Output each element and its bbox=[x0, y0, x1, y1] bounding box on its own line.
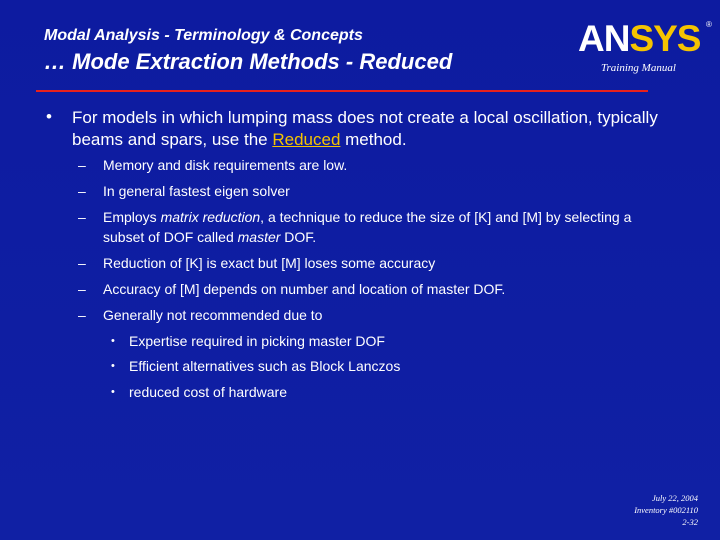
dash-icon: – bbox=[78, 281, 86, 297]
header-divider bbox=[36, 90, 648, 92]
text-part: , a technique to reduce the size of [K] and [M] by selecting a subset of DOF called bbox=[103, 209, 632, 245]
text-part: Employs bbox=[103, 209, 161, 225]
logo-text bbox=[578, 18, 701, 60]
ansys-logo bbox=[578, 18, 713, 60]
intro-text-before: For models in which lumping mass does not create a local oscillation, typically beams and spars, use the bbox=[72, 108, 658, 149]
footer-date: July 22, 2004 bbox=[651, 493, 698, 503]
reduced-link[interactable]: Reduced bbox=[272, 130, 341, 149]
dot-bullet-icon: • bbox=[111, 360, 115, 372]
dot-bullet-icon: • bbox=[111, 335, 115, 347]
dash-icon: – bbox=[78, 209, 86, 225]
footer-page-number: 2-32 bbox=[682, 517, 698, 527]
slide-title: … Mode Extraction Methods - Reduced bbox=[44, 49, 453, 74]
bullet-icon: • bbox=[46, 107, 52, 126]
sub-item-text bbox=[103, 207, 643, 247]
dash-icon: – bbox=[78, 307, 86, 323]
logo-sys: SYS bbox=[629, 18, 701, 59]
sub-item-text: Reduction of [K] is exact but [M] loses some accuracy bbox=[103, 255, 436, 271]
footer-inventory: Inventory #002110 bbox=[634, 505, 698, 515]
training-manual-label: Training Manual bbox=[601, 62, 676, 74]
dot-bullet-icon: • bbox=[111, 386, 115, 398]
sub-sub-item-text: Efficient alternatives such as Block Lanczos bbox=[129, 358, 401, 374]
emphasis-matrix-reduction: matrix reduction bbox=[160, 209, 261, 225]
sub-sub-item-text: Expertise required in picking master DOF bbox=[129, 333, 385, 349]
slide-subtitle: Modal Analysis - Terminology & Concepts bbox=[44, 27, 363, 44]
sub-sub-item-text: reduced cost of hardware bbox=[129, 384, 287, 400]
sub-item-text: Generally not recommended due to bbox=[103, 307, 323, 323]
dash-icon: – bbox=[78, 255, 86, 271]
dash-icon: – bbox=[78, 183, 86, 199]
text-part: DOF. bbox=[280, 229, 317, 245]
sub-item-text: Memory and disk requirements are low. bbox=[103, 157, 348, 173]
intro-bullet-text bbox=[72, 107, 672, 151]
logo-registered-mark: ® bbox=[706, 20, 712, 29]
sub-item-text: Accuracy of [M] depends on number and location of master DOF. bbox=[103, 281, 506, 297]
footer bbox=[634, 492, 698, 528]
sub-item-text: In general fastest eigen solver bbox=[103, 183, 290, 199]
dash-icon: – bbox=[78, 157, 86, 173]
logo-an: AN bbox=[578, 18, 630, 59]
emphasis-master: master bbox=[237, 229, 281, 245]
intro-text-after: method. bbox=[340, 130, 407, 149]
